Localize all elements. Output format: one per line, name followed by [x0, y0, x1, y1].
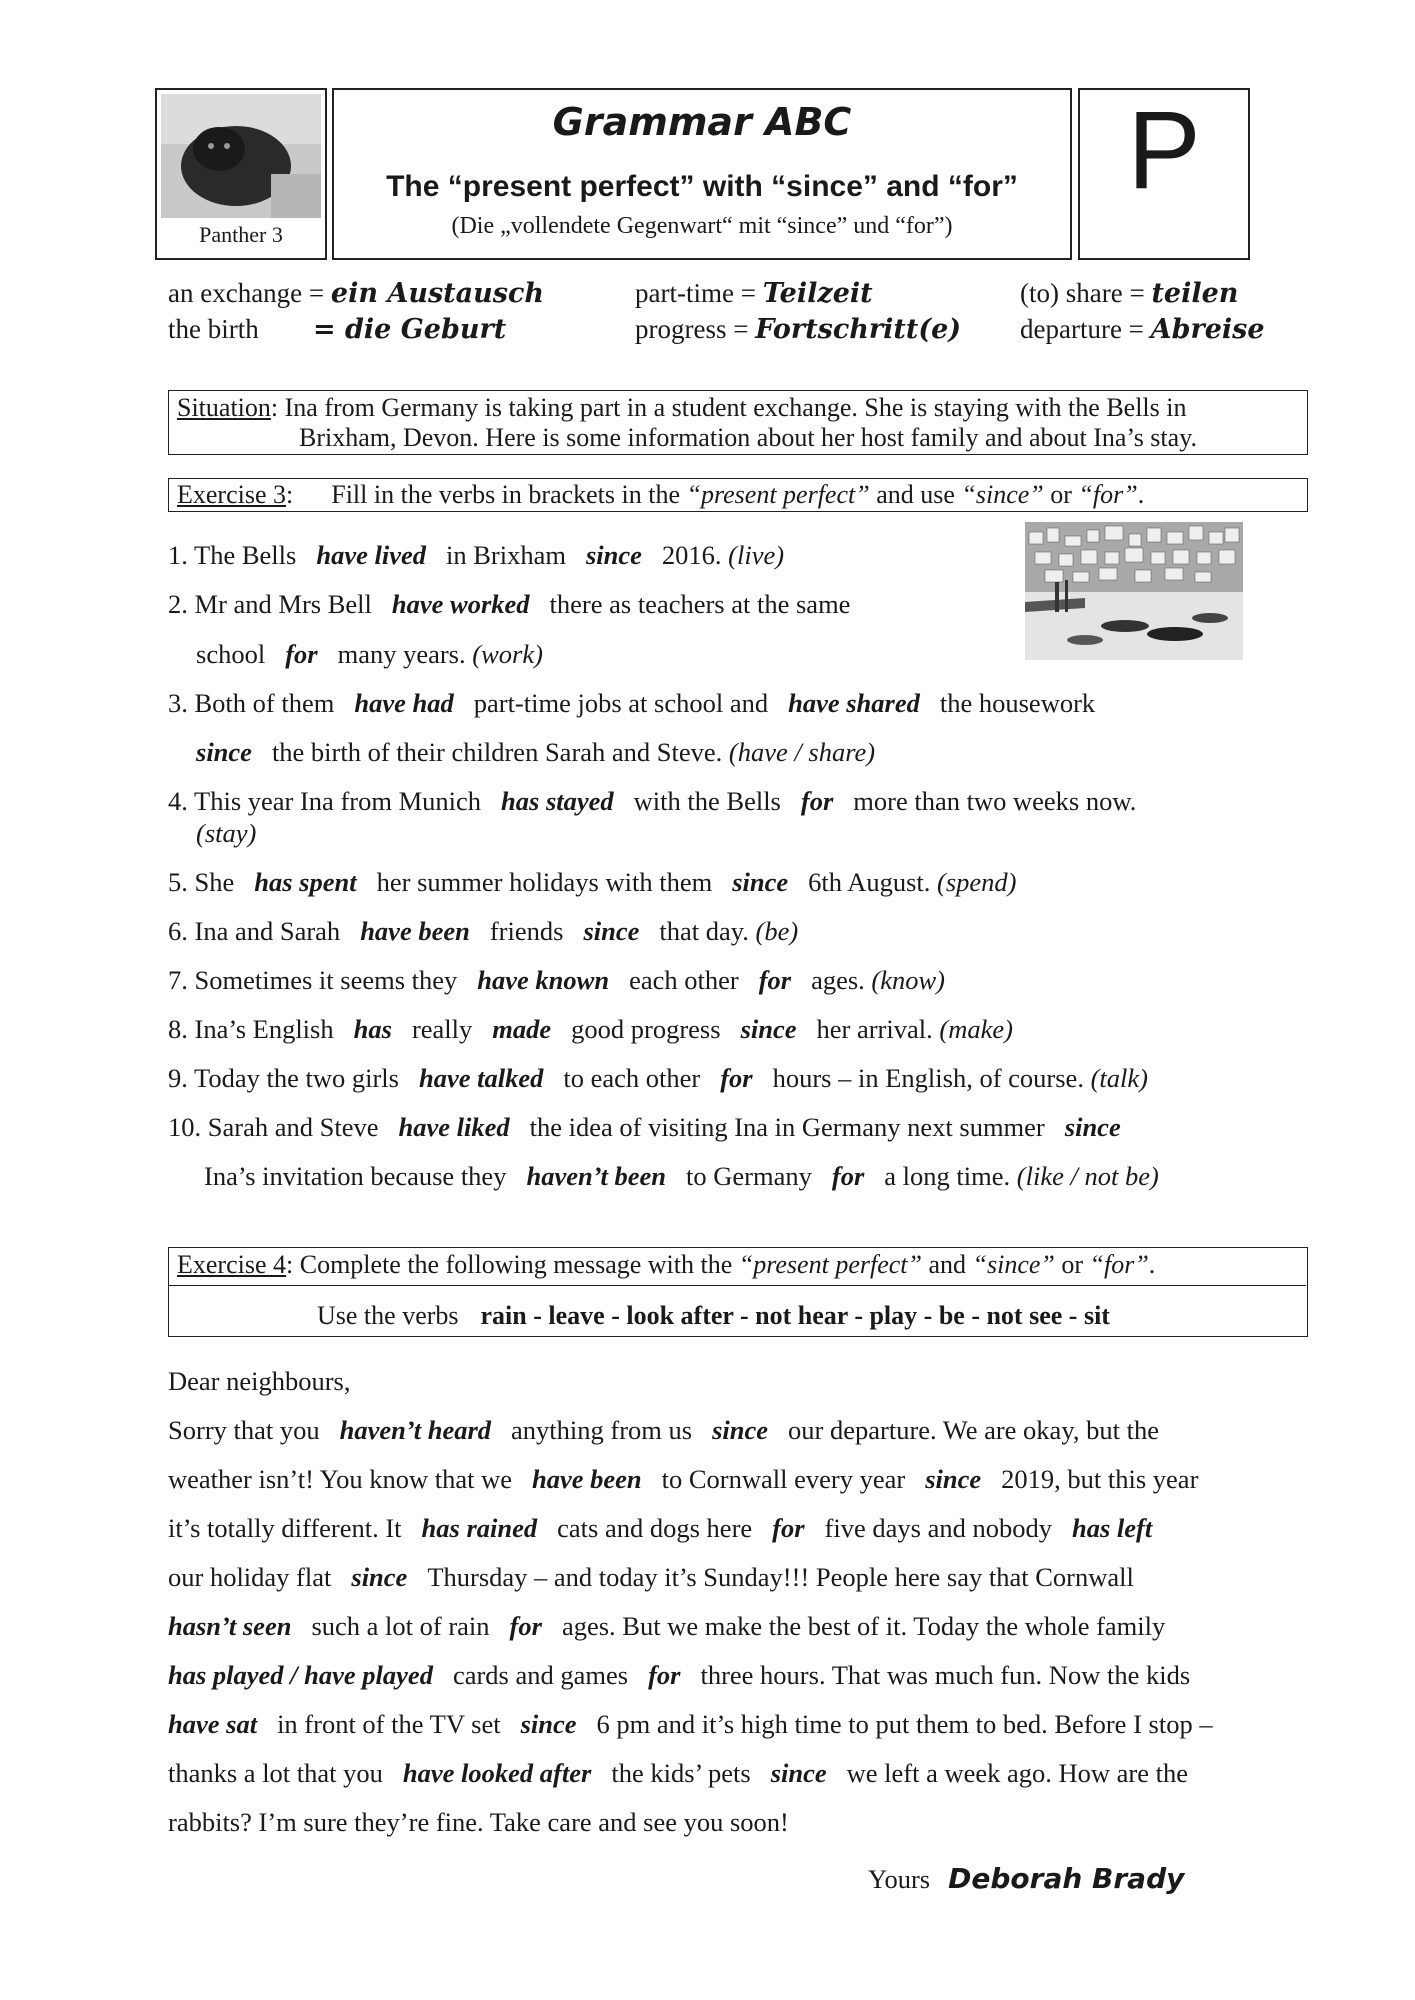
panther-box [155, 88, 327, 260]
page-title: Grammar ABC [552, 100, 852, 144]
letter-line-1: Sorry that you haven’t heard anything from us since our departure. We are okay, but the [168, 1415, 1159, 1445]
ex3-item-4: 4. This year Ina from Munich has stayed with the Bells for more than two weeks now. [168, 786, 1137, 816]
exercise-4-verbs: Use the verbs rain - leave - look after - not hear - play - be - not see - sit [317, 1301, 1110, 1330]
ex3-item-7: 7. Sometimes it seems they have known each other for ages. (know) [168, 965, 946, 995]
exercise-3-box [168, 478, 1308, 512]
letter-p: P [1127, 89, 1201, 212]
ex3-item-5: 5. She has spent her summer holidays with them since 6th August. (spend) [168, 867, 1017, 897]
letter-line-7: have sat in front of the TV set since 6 pm and it’s high time to put them to bed. Before I stop – [168, 1709, 1213, 1739]
situation-line-2: Brixham, Devon. Here is some information about her host family and about Ina’s stay. [299, 423, 1198, 452]
ex3-item-4-hint: (stay) [196, 818, 257, 848]
vocab-progress: progress = Fortschritt(e) [635, 314, 962, 345]
title-box [332, 88, 1072, 260]
situation-box [168, 390, 1308, 455]
vocab-exchange: an exchange = ein Austausch [168, 278, 545, 309]
page-subtitle-german: (Die „vollendete Gegenwart“ mit “since” und “for”) [451, 213, 953, 239]
letter-line-2: weather isn’t! You know that we have been to Cornwall every year since 2019, but this year [168, 1464, 1199, 1494]
ex3-item-9: 9. Today the two girls have talked to each other for hours – in English, of course. (talk) [168, 1063, 1148, 1093]
vocab-part-time: part-time = Teilzeit [635, 278, 873, 309]
vocab-share: (to) share = teilen [1020, 278, 1239, 309]
ex3-item-10: 10. Sarah and Steve have liked the idea of visiting Ina in Germany next summer since [168, 1112, 1121, 1142]
vocab-birth: the birth = die Geburt [168, 314, 507, 345]
ex3-item-3: 3. Both of them have had part-time jobs at school and have shared the housework [168, 688, 1096, 718]
letter-closing: Yours Deborah Brady [868, 1862, 1185, 1895]
letter-line-6: has played / have played cards and games for three hours. That was much fun. Now the kids [168, 1660, 1191, 1690]
letter-line-4: our holiday flat since Thursday – and today it’s Sunday!!! People here say that Cornwall [168, 1562, 1134, 1592]
letter-box [1078, 88, 1250, 260]
exercise-4-instruction: Exercise 4: Complete the following message with the “present perfect” and “since” or “for”. [177, 1250, 1156, 1279]
letter-line-9: rabbits? I’m sure they’re fine. Take care and see you soon! [168, 1807, 789, 1837]
page-subtitle: The “present perfect” with “since” and “for” [386, 170, 1018, 203]
exercise-3-instruction: Exercise 3: Fill in the verbs in brackets in the “present perfect” and use “since” or “for”. [177, 480, 1145, 509]
letter-line-5: hasn’t seen such a lot of rain for ages. But we make the best of it. Today the whole family [168, 1611, 1166, 1641]
ex3-item-3-cont: since the birth of their children Sarah and Steve. (have / share) [196, 737, 876, 767]
panther-photo [161, 94, 321, 218]
exercise-4-box [168, 1247, 1308, 1337]
letter-line-3: it’s totally different. It has rained cats and dogs here for five days and nobody has left [168, 1513, 1153, 1543]
situation-line-1: Situation: Ina from Germany is taking part in a student exchange. She is staying with the Bells in [177, 393, 1187, 422]
letter-line-8: thanks a lot that you have looked after the kids’ pets since we left a week ago. How are the [168, 1758, 1189, 1788]
ex3-item-8: 8. Ina’s English has really made good progress since her arrival. (make) [168, 1014, 1013, 1044]
panther-label: Panther 3 [199, 222, 283, 247]
letter-greeting: Dear neighbours, [168, 1366, 351, 1396]
ex3-item-2: 2. Mr and Mrs Bell have worked there as teachers at the same [168, 589, 851, 619]
ex3-item-6: 6. Ina and Sarah have been friends since that day. (be) [168, 916, 799, 946]
ex3-item-2-cont: school for many years. (work) [196, 639, 543, 669]
exercise-4-divider [169, 1285, 1306, 1286]
ex3-item-1: 1. The Bells have lived in Brixham since 2016. (live) [168, 540, 785, 570]
vocab-departure: departure = Abreise [1020, 314, 1265, 345]
harbour-photo [1025, 522, 1243, 660]
signature: Deborah Brady [948, 1862, 1185, 1895]
ex3-item-10-cont: Ina’s invitation because they haven’t been to Germany for a long time. (like / not be) [204, 1161, 1159, 1191]
